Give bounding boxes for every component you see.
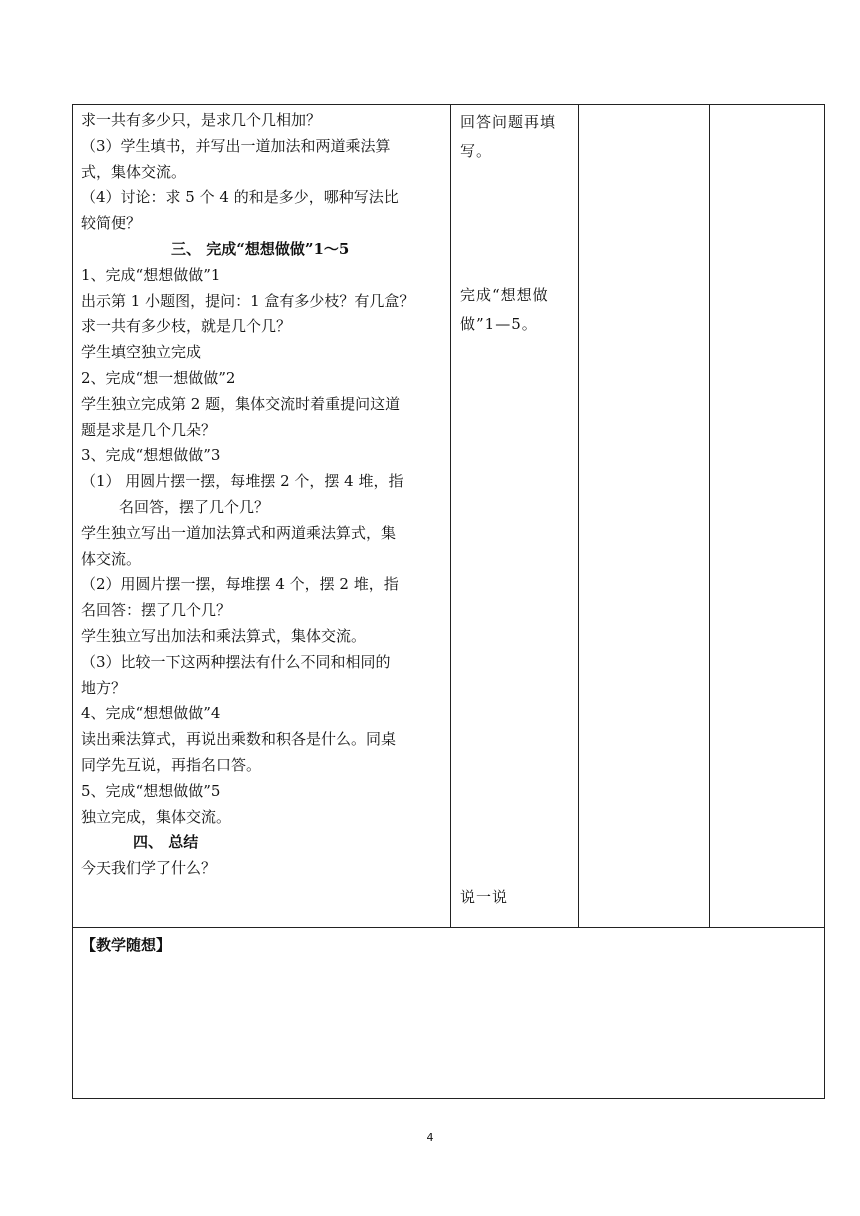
- teacher-activity-line: 地方？: [81, 678, 127, 697]
- teacher-activity-line: 题是求是几个几朵？: [81, 420, 217, 439]
- teacher-activity-line: 式，集体交流。: [81, 162, 187, 181]
- teacher-activity-line: 1、完成“想想做做”1: [81, 265, 221, 284]
- teacher-activity-line: 体交流。: [81, 549, 142, 568]
- teacher-activity-line: 学生独立写出一道加法算式和两道乘法算式，集: [81, 523, 397, 542]
- teacher-activity-line: 5、完成“想想做做”5: [81, 781, 221, 800]
- teacher-activity-line: 出示第 1 小题图，提问：1 盒有多少枝？有几盒？: [81, 291, 415, 310]
- teacher-activity-line: （4）讨论：求 5 个 4 的和是多少，哪种写法比: [81, 188, 399, 207]
- teacher-activity-line: 求一共有多少枝，就是几个几？: [81, 317, 292, 336]
- column-divider-1: [450, 105, 451, 927]
- student-activity-line: 写。: [460, 142, 493, 160]
- student-activity-block: [460, 108, 582, 166]
- teacher-activity-line: 读出乘法算式，再说出乘数和积各是什么。同桌: [81, 730, 397, 749]
- lesson-plan-table: [72, 104, 825, 1099]
- student-activity-line: 回答问题再填: [460, 113, 557, 131]
- student-activity-block: [460, 281, 582, 339]
- teacher-activity-line: 求一共有多少只，是求几个几相加？: [81, 111, 322, 129]
- teacher-activity-line: （2）用圆片摆一摆，每堆摆 4 个，摆 2 堆，指: [81, 575, 399, 594]
- teacher-activity-line: 今天我们学了什么？: [81, 859, 217, 878]
- teacher-activity-line: 3、完成“想想做做”3: [81, 446, 221, 465]
- teaching-notes-title: 【教学随想】: [81, 936, 172, 954]
- teacher-activity-line: （3）学生填书，并写出一道加法和两道乘法算: [81, 136, 391, 155]
- teacher-activity-line: 较简便？: [81, 214, 142, 233]
- teacher-activity-line: 三、 完成“想想做做”1～5: [171, 239, 350, 258]
- student-activity-line: 完成“想想做: [460, 286, 549, 304]
- student-activity-line: 做”1—5。: [460, 315, 538, 333]
- student-activity-block: [460, 883, 582, 912]
- column-divider-2: [578, 105, 579, 927]
- page-number: 4: [426, 1131, 434, 1144]
- student-activity-line: 说一说: [460, 888, 509, 906]
- teacher-activity-column: [81, 108, 447, 882]
- teacher-activity-line: 同学先互说，再指名口答。: [81, 755, 262, 774]
- teacher-activity-line: 名回答，摆了几个几？: [119, 497, 270, 516]
- teacher-activity-line: 四、 总结: [133, 833, 199, 852]
- teacher-activity-line: 学生独立完成第 2 题，集体交流时着重提问这道: [81, 394, 401, 413]
- teacher-activity-line: 2、完成“想一想做做”2: [81, 368, 236, 387]
- row-divider: [73, 927, 824, 928]
- teacher-activity-line: 名回答：摆了几个几？: [81, 601, 232, 620]
- teacher-activity-line: 独立完成，集体交流。: [81, 807, 232, 826]
- teacher-activity-line: 学生独立写出加法和乘法算式，集体交流。: [81, 626, 367, 645]
- teacher-activity-line: （1） 用圆片摆一摆，每堆摆 2 个，摆 4 堆，指: [81, 472, 404, 491]
- teacher-activity-line: 4、完成“想想做做”4: [81, 704, 221, 723]
- teacher-activity-line: （3）比较一下这两种摆法有什么不同和相同的: [81, 652, 391, 671]
- teacher-activity-line: 学生填空独立完成: [81, 343, 202, 362]
- column-divider-3: [709, 105, 710, 927]
